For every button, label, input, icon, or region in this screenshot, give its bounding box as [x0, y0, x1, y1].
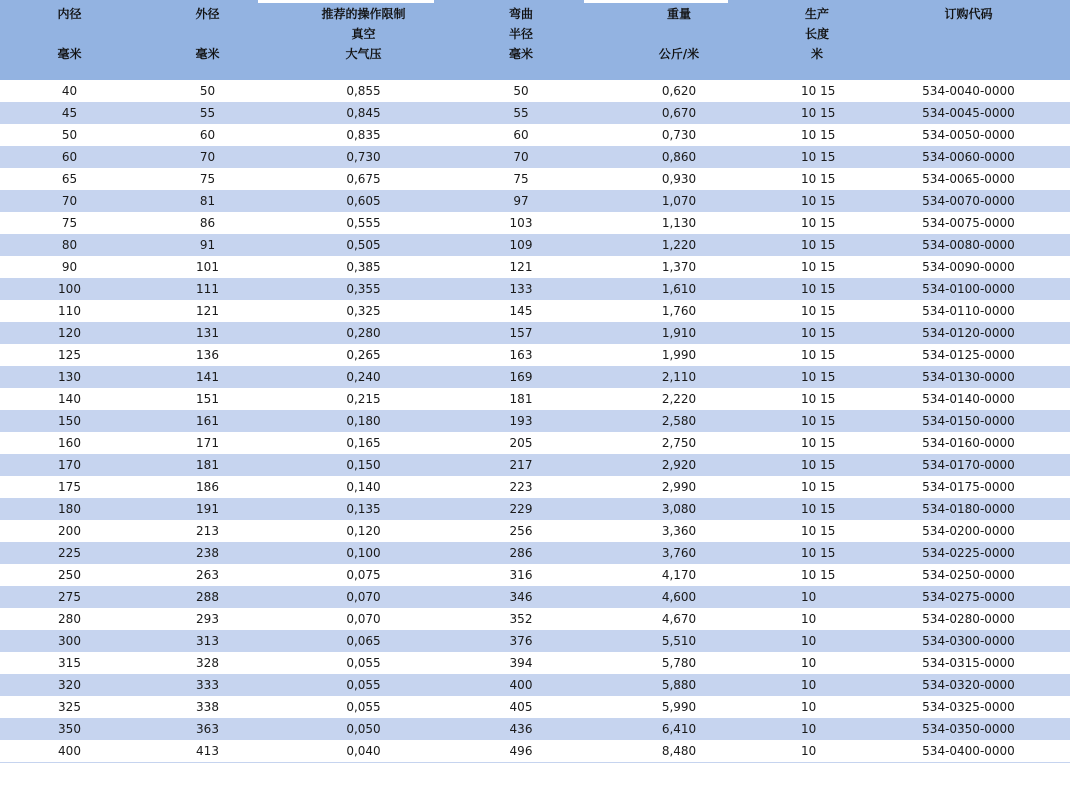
vacuum-cell: 0,280 — [346, 326, 381, 340]
length-cell: 10 — [767, 740, 867, 763]
inner-diameter-cell: 160 — [58, 436, 81, 450]
order-code-cell: 534-0060-0000 — [922, 150, 1015, 164]
outer-diameter-cell: 288 — [196, 590, 219, 604]
inner-diameter-cell: 250 — [58, 568, 81, 582]
table-row — [0, 718, 1070, 740]
order-code-cell: 534-0140-0000 — [922, 392, 1015, 406]
order-code-cell: 534-0320-0000 — [922, 678, 1015, 692]
vacuum-cell: 0,215 — [346, 392, 381, 406]
vacuum-cell: 0,385 — [346, 260, 381, 274]
vacuum-cell: 0,100 — [346, 546, 381, 560]
outer-diameter-cell: 263 — [196, 568, 219, 582]
outer-diameter-cell: 186 — [196, 480, 219, 494]
bend-radius-cell: 205 — [509, 436, 533, 450]
weight-cell: 4,670 — [661, 612, 697, 626]
table-row — [0, 410, 1070, 432]
vacuum-cell: 0,845 — [346, 106, 381, 120]
table-row — [0, 80, 1070, 102]
order-code-cell: 534-0170-0000 — [922, 458, 1015, 472]
length-cell: 10 — [801, 590, 817, 604]
length-cell: 10 15 — [801, 392, 836, 406]
outer-diameter-cell: 60 — [199, 128, 216, 142]
header-line — [867, 24, 1070, 44]
outer-diameter-cell: 171 — [196, 436, 219, 450]
order-code-cell: 534-0110-0000 — [922, 304, 1015, 318]
inner-diameter-cell: 315 — [58, 656, 81, 670]
length-cell: 10 15 — [801, 370, 836, 384]
bend-radius-cell: 97 — [513, 194, 529, 208]
order-code-cell: 534-0180-0000 — [922, 502, 1015, 516]
length-cell: 10 15 — [801, 238, 836, 252]
outer-diameter-cell: 313 — [196, 634, 219, 648]
order-code-cell: 534-0400-0000 — [867, 740, 1070, 763]
bend-radius-cell: 103 — [509, 216, 533, 230]
length-cell: 10 — [801, 700, 817, 714]
table-row — [0, 608, 1070, 630]
length-cell: 10 — [801, 656, 817, 670]
length-cell: 10 15 — [801, 414, 836, 428]
header-line: 真空 — [351, 27, 376, 41]
order-code-cell: 534-0280-0000 — [922, 612, 1015, 626]
header-line: 生产 — [804, 7, 829, 21]
bend-radius-cell: 346 — [509, 590, 533, 604]
order-code-cell: 534-0200-0000 — [922, 524, 1015, 538]
header-line: 半径 — [508, 27, 533, 41]
column-header-order-code — [867, 0, 1070, 80]
bend-radius-cell: 121 — [509, 260, 533, 274]
order-code-cell: 534-0125-0000 — [922, 348, 1015, 362]
column-header-production-length — [767, 0, 867, 80]
table-row — [0, 212, 1070, 234]
outer-diameter-cell: 121 — [196, 304, 219, 318]
inner-diameter-cell: 175 — [58, 480, 81, 494]
header-line — [139, 24, 276, 44]
weight-cell: 0,860 — [661, 150, 697, 164]
length-cell: 10 15 — [801, 128, 836, 142]
length-cell: 10 15 — [801, 524, 836, 538]
inner-diameter-cell: 90 — [61, 260, 78, 274]
vacuum-cell: 0,675 — [346, 172, 381, 186]
outer-diameter-cell: 131 — [196, 326, 219, 340]
inner-diameter-cell: 140 — [58, 392, 81, 406]
vacuum-cell: 0,055 — [346, 700, 381, 714]
bend-radius-cell: 145 — [509, 304, 533, 318]
weight-cell: 1,610 — [661, 282, 697, 296]
weight-cell: 1,910 — [661, 326, 697, 340]
inner-diameter-cell: 280 — [58, 612, 81, 626]
outer-diameter-cell: 111 — [196, 282, 219, 296]
bend-radius-cell: 394 — [509, 656, 533, 670]
weight-cell: 5,780 — [661, 656, 697, 670]
length-cell: 10 15 — [801, 480, 836, 494]
table-row — [0, 168, 1070, 190]
outer-diameter-cell: 161 — [196, 414, 219, 428]
inner-diameter-cell: 275 — [58, 590, 81, 604]
weight-cell: 3,360 — [661, 524, 697, 538]
header-line: 毫米 — [57, 47, 82, 61]
order-code-cell: 534-0315-0000 — [922, 656, 1015, 670]
weight-cell: 4,170 — [661, 568, 697, 582]
weight-cell: 2,990 — [661, 480, 697, 494]
order-code-cell: 534-0090-0000 — [922, 260, 1015, 274]
header-line: 内径 — [57, 7, 82, 21]
table-row — [0, 476, 1070, 498]
inner-diameter-cell: 70 — [61, 194, 78, 208]
outer-diameter-cell: 338 — [196, 700, 219, 714]
header-line: 外径 — [195, 7, 220, 21]
length-cell: 10 15 — [801, 326, 836, 340]
bend-radius-cell: 157 — [509, 326, 533, 340]
table-row — [0, 520, 1070, 542]
header-line: 大气压 — [345, 47, 382, 61]
length-cell: 10 15 — [801, 150, 836, 164]
weight-cell: 1,220 — [661, 238, 697, 252]
weight-cell: 8,480 — [591, 740, 767, 763]
weight-cell: 6,410 — [661, 722, 697, 736]
order-code-cell: 534-0225-0000 — [922, 546, 1015, 560]
table-row — [0, 674, 1070, 696]
inner-diameter-cell: 150 — [58, 414, 81, 428]
weight-cell: 3,760 — [661, 546, 697, 560]
table-body — [0, 80, 1070, 763]
length-cell: 10 — [801, 722, 817, 736]
order-code-cell: 534-0160-0000 — [922, 436, 1015, 450]
order-code-cell: 534-0050-0000 — [922, 128, 1015, 142]
length-cell: 10 15 — [801, 260, 836, 274]
bend-radius-cell: 316 — [509, 568, 533, 582]
length-cell: 10 15 — [801, 436, 836, 450]
inner-diameter-cell: 80 — [61, 238, 78, 252]
weight-cell: 0,730 — [661, 128, 697, 142]
inner-diameter-cell: 180 — [58, 502, 81, 516]
length-cell: 10 15 — [801, 172, 836, 186]
vacuum-cell: 0,140 — [346, 480, 381, 494]
header-top-gap — [258, 0, 434, 3]
header-line — [0, 24, 139, 44]
column-header-outer-diameter — [139, 0, 276, 80]
bend-radius-cell: 55 — [513, 106, 529, 120]
order-code-cell: 534-0350-0000 — [922, 722, 1015, 736]
bend-radius-cell: 50 — [513, 84, 529, 98]
outer-diameter-cell: 55 — [199, 106, 216, 120]
weight-cell: 1,760 — [661, 304, 697, 318]
inner-diameter-cell: 200 — [58, 524, 81, 538]
table-row — [0, 564, 1070, 586]
length-cell: 10 15 — [801, 84, 836, 98]
order-code-cell: 534-0065-0000 — [922, 172, 1015, 186]
outer-diameter-cell: 86 — [199, 216, 216, 230]
inner-diameter-cell: 65 — [61, 172, 78, 186]
length-cell: 10 — [801, 612, 817, 626]
vacuum-cell: 0,180 — [346, 414, 381, 428]
length-cell: 10 15 — [801, 568, 836, 582]
weight-cell: 1,990 — [661, 348, 697, 362]
outer-diameter-cell: 136 — [196, 348, 219, 362]
table-row — [0, 740, 1070, 763]
order-code-cell: 534-0175-0000 — [922, 480, 1015, 494]
order-code-cell: 534-0250-0000 — [922, 568, 1015, 582]
table-row — [0, 146, 1070, 168]
weight-cell: 5,880 — [661, 678, 697, 692]
vacuum-cell: 0,120 — [346, 524, 381, 538]
column-header-weight — [591, 0, 767, 80]
bend-radius-cell: 133 — [509, 282, 533, 296]
bend-radius-cell: 70 — [513, 150, 529, 164]
inner-diameter-cell: 400 — [0, 740, 139, 763]
outer-diameter-cell: 151 — [196, 392, 219, 406]
inner-diameter-cell: 300 — [58, 634, 81, 648]
header-line: 毫米 — [508, 47, 533, 61]
header-line: 推荐的操作限制 — [321, 7, 406, 21]
inner-diameter-cell: 225 — [58, 546, 81, 560]
outer-diameter-cell: 81 — [199, 194, 216, 208]
outer-diameter-cell: 141 — [196, 370, 219, 384]
header-line: 长度 — [804, 27, 829, 41]
vacuum-cell: 0,050 — [346, 722, 381, 736]
inner-diameter-cell: 325 — [58, 700, 81, 714]
length-cell: 10 15 — [801, 282, 836, 296]
vacuum-cell: 0,135 — [346, 502, 381, 516]
bend-radius-cell: 405 — [509, 700, 533, 714]
vacuum-cell: 0,055 — [346, 656, 381, 670]
length-cell: 10 — [801, 634, 817, 648]
outer-diameter-cell: 333 — [196, 678, 219, 692]
weight-cell: 2,580 — [661, 414, 697, 428]
vacuum-cell: 0,265 — [346, 348, 381, 362]
inner-diameter-cell: 350 — [58, 722, 81, 736]
weight-cell: 0,930 — [661, 172, 697, 186]
table-row — [0, 190, 1070, 212]
table-row — [0, 256, 1070, 278]
outer-diameter-cell: 413 — [139, 740, 276, 763]
table-row — [0, 322, 1070, 344]
header-line: 重量 — [666, 7, 691, 21]
order-code-cell: 534-0045-0000 — [922, 106, 1015, 120]
vacuum-cell: 0,075 — [346, 568, 381, 582]
inner-diameter-cell: 40 — [61, 84, 78, 98]
table-row — [0, 388, 1070, 410]
vacuum-cell: 0,040 — [276, 740, 451, 763]
outer-diameter-cell: 293 — [196, 612, 219, 626]
table-header — [0, 0, 1070, 80]
length-cell: 10 15 — [801, 458, 836, 472]
inner-diameter-cell: 320 — [58, 678, 81, 692]
bend-radius-cell: 400 — [509, 678, 533, 692]
header-row — [0, 0, 1070, 80]
weight-cell: 2,920 — [661, 458, 697, 472]
vacuum-cell: 0,835 — [346, 128, 381, 142]
order-code-cell: 534-0120-0000 — [922, 326, 1015, 340]
order-code-cell: 534-0075-0000 — [922, 216, 1015, 230]
order-code-cell: 534-0040-0000 — [922, 84, 1015, 98]
table-row — [0, 366, 1070, 388]
order-code-cell: 534-0070-0000 — [922, 194, 1015, 208]
table-row — [0, 124, 1070, 146]
outer-diameter-cell: 91 — [199, 238, 216, 252]
vacuum-cell: 0,240 — [346, 370, 381, 384]
bend-radius-cell: 496 — [451, 740, 591, 763]
header-top-gap — [584, 0, 728, 3]
length-cell: 10 15 — [801, 216, 836, 230]
outer-diameter-cell: 50 — [199, 84, 216, 98]
weight-cell: 3,080 — [661, 502, 697, 516]
table-row — [0, 278, 1070, 300]
vacuum-cell: 0,065 — [346, 634, 381, 648]
order-code-cell: 534-0275-0000 — [922, 590, 1015, 604]
bend-radius-cell: 181 — [509, 392, 533, 406]
column-header-vacuum-limit — [276, 0, 451, 80]
table-row — [0, 696, 1070, 718]
header-line — [591, 24, 767, 44]
table-row — [0, 432, 1070, 454]
table-row — [0, 652, 1070, 674]
length-cell: 10 15 — [801, 546, 836, 560]
inner-diameter-cell: 120 — [58, 326, 81, 340]
bend-radius-cell: 109 — [509, 238, 533, 252]
length-cell: 10 15 — [801, 502, 836, 516]
order-code-cell: 534-0130-0000 — [922, 370, 1015, 384]
outer-diameter-cell: 181 — [196, 458, 219, 472]
vacuum-cell: 0,555 — [346, 216, 381, 230]
weight-cell: 1,070 — [661, 194, 697, 208]
outer-diameter-cell: 363 — [196, 722, 219, 736]
vacuum-cell: 0,325 — [346, 304, 381, 318]
length-cell: 10 — [801, 678, 817, 692]
vacuum-cell: 0,355 — [346, 282, 381, 296]
outer-diameter-cell: 191 — [196, 502, 219, 516]
inner-diameter-cell: 45 — [61, 106, 78, 120]
bend-radius-cell: 256 — [509, 524, 533, 538]
table-row — [0, 498, 1070, 520]
vacuum-cell: 0,165 — [346, 436, 381, 450]
inner-diameter-cell: 110 — [58, 304, 81, 318]
weight-cell: 4,600 — [661, 590, 697, 604]
table-row — [0, 344, 1070, 366]
outer-diameter-cell: 213 — [196, 524, 219, 538]
weight-cell: 2,750 — [661, 436, 697, 450]
weight-cell: 1,370 — [661, 260, 697, 274]
header-line: 米 — [810, 47, 823, 61]
header-line: 毫米 — [195, 47, 220, 61]
order-code-cell: 534-0100-0000 — [922, 282, 1015, 296]
weight-cell: 2,220 — [661, 392, 697, 406]
vacuum-cell: 0,730 — [346, 150, 381, 164]
bend-radius-cell: 60 — [513, 128, 529, 142]
header-line: 订购代码 — [944, 7, 993, 21]
inner-diameter-cell: 125 — [58, 348, 81, 362]
vacuum-cell: 0,070 — [346, 590, 381, 604]
bend-radius-cell: 352 — [509, 612, 533, 626]
vacuum-cell: 0,150 — [346, 458, 381, 472]
vacuum-cell: 0,855 — [346, 84, 381, 98]
header-line: 弯曲 — [508, 7, 533, 21]
header-line — [867, 44, 1070, 64]
outer-diameter-cell: 70 — [199, 150, 216, 164]
weight-cell: 2,110 — [661, 370, 697, 384]
weight-cell: 5,510 — [661, 634, 697, 648]
bend-radius-cell: 163 — [509, 348, 533, 362]
table-row — [0, 542, 1070, 564]
weight-cell: 5,990 — [661, 700, 697, 714]
bend-radius-cell: 376 — [509, 634, 533, 648]
length-cell: 10 15 — [801, 304, 836, 318]
column-header-inner-diameter — [0, 0, 139, 80]
bend-radius-cell: 223 — [509, 480, 533, 494]
order-code-cell: 534-0080-0000 — [922, 238, 1015, 252]
weight-cell: 1,130 — [661, 216, 697, 230]
bend-radius-cell: 436 — [509, 722, 533, 736]
vacuum-cell: 0,070 — [346, 612, 381, 626]
bend-radius-cell: 229 — [509, 502, 533, 516]
inner-diameter-cell: 50 — [61, 128, 78, 142]
outer-diameter-cell: 75 — [199, 172, 216, 186]
inner-diameter-cell: 130 — [58, 370, 81, 384]
outer-diameter-cell: 101 — [196, 260, 219, 274]
column-header-bend-radius — [451, 0, 591, 80]
outer-diameter-cell: 238 — [196, 546, 219, 560]
order-code-cell: 534-0325-0000 — [922, 700, 1015, 714]
vacuum-cell: 0,605 — [346, 194, 381, 208]
bend-radius-cell: 75 — [513, 172, 529, 186]
header-line: 公斤/米 — [658, 47, 700, 61]
table-row — [0, 454, 1070, 476]
bend-radius-cell: 217 — [509, 458, 533, 472]
table-row — [0, 234, 1070, 256]
vacuum-cell: 0,505 — [346, 238, 381, 252]
weight-cell: 0,620 — [661, 84, 697, 98]
bend-radius-cell: 286 — [509, 546, 533, 560]
order-code-cell: 534-0150-0000 — [922, 414, 1015, 428]
outer-diameter-cell: 328 — [196, 656, 219, 670]
table-row — [0, 300, 1070, 322]
inner-diameter-cell: 170 — [58, 458, 81, 472]
inner-diameter-cell: 60 — [61, 150, 78, 164]
length-cell: 10 15 — [801, 194, 836, 208]
weight-cell: 0,670 — [661, 106, 697, 120]
inner-diameter-cell: 75 — [61, 216, 78, 230]
length-cell: 10 15 — [801, 106, 836, 120]
table-row — [0, 630, 1070, 652]
length-cell: 10 15 — [801, 348, 836, 362]
bend-radius-cell: 169 — [509, 370, 533, 384]
table-row — [0, 102, 1070, 124]
order-code-cell: 534-0300-0000 — [922, 634, 1015, 648]
vacuum-cell: 0,055 — [346, 678, 381, 692]
bend-radius-cell: 193 — [509, 414, 533, 428]
table-row — [0, 586, 1070, 608]
inner-diameter-cell: 100 — [58, 282, 81, 296]
